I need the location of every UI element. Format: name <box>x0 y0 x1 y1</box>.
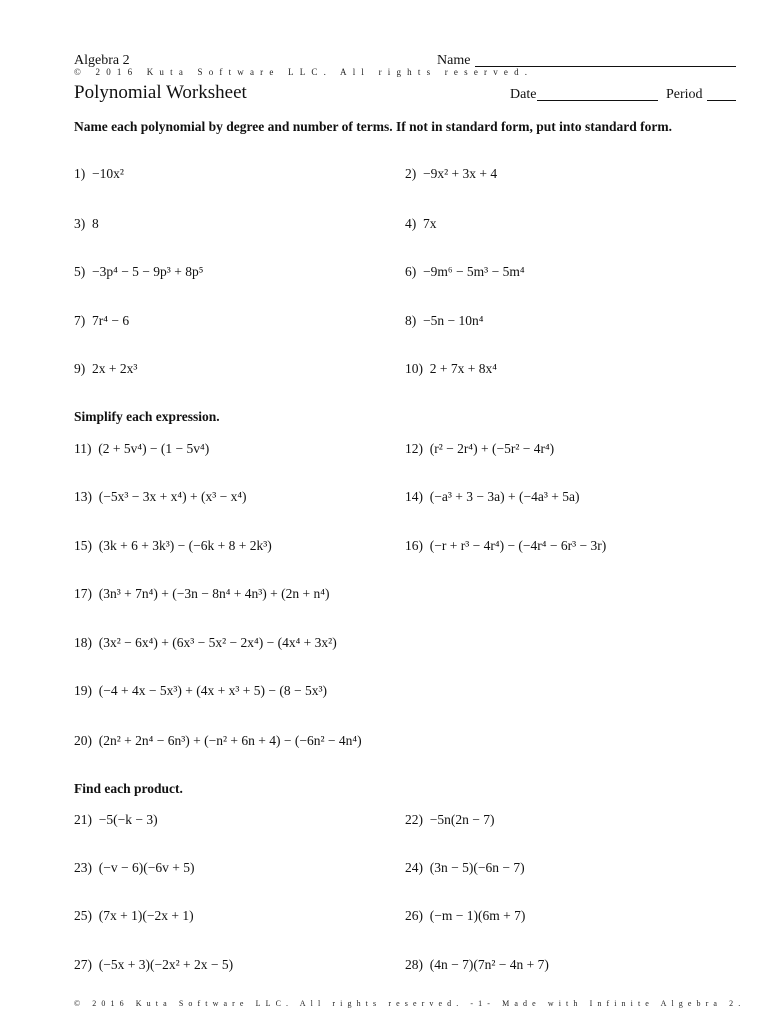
section-instructions: Simplify each expression. <box>74 409 220 424</box>
problem <box>405 216 437 232</box>
problem <box>74 313 129 329</box>
problem <box>74 441 209 457</box>
problem-number: 12) <box>405 441 423 456</box>
copyright-notice: © 2016 Kuta Software LLC. All rights reserved. <box>74 67 534 77</box>
problem-expression: (−r + r³ − 4r⁴) − (−4r⁴ − 6r³ − 3r) <box>429 538 607 553</box>
problem <box>74 635 337 651</box>
date-blank[interactable] <box>537 100 658 101</box>
problem-number: 23) <box>74 860 92 875</box>
problem-expression: −10x² <box>92 166 124 181</box>
problem-number: 6) <box>405 264 417 279</box>
problem-number: 10) <box>405 361 423 376</box>
name-blank[interactable] <box>475 66 736 67</box>
problem <box>405 957 549 973</box>
problem-number: 17) <box>74 586 92 601</box>
section-instructions: Find each product. <box>74 781 183 796</box>
problem <box>74 733 362 749</box>
problem-expression: (3k + 6 + 3k³) − (−6k + 8 + 2k³) <box>98 538 272 553</box>
problem-number: 25) <box>74 908 92 923</box>
problem-number: 4) <box>405 216 417 231</box>
problem-expression: 2x + 2x³ <box>92 361 138 376</box>
problem-number: 1) <box>74 166 86 181</box>
problem-expression: 7r⁴ − 6 <box>92 313 130 328</box>
problem-number: 9) <box>74 361 86 376</box>
problem-expression: (3n − 5)(−6n − 7) <box>429 860 525 875</box>
problem-expression: (−5x³ − 3x + x⁴) + (x³ − x⁴) <box>98 489 247 504</box>
problem <box>405 538 606 554</box>
problem <box>74 586 329 602</box>
problem-number: 19) <box>74 683 92 698</box>
problem-number: 28) <box>405 957 423 972</box>
problem-number: 15) <box>74 538 92 553</box>
problem-expression: (3n³ + 7n⁴) + (−3n − 8n⁴ + 4n³) + (2n + n⁴) <box>98 586 330 601</box>
course-name: Algebra 2 <box>74 53 130 68</box>
problem-number: 18) <box>74 635 92 650</box>
problem-expression: (7x + 1)(−2x + 1) <box>98 908 194 923</box>
problem <box>74 264 203 280</box>
problem-number: 24) <box>405 860 423 875</box>
period-blank[interactable] <box>707 100 736 101</box>
problem-expression: −5n − 10n⁴ <box>423 313 484 328</box>
problem-number: 26) <box>405 908 423 923</box>
problem <box>405 812 494 828</box>
problem <box>74 361 137 377</box>
problem <box>74 489 247 505</box>
problem-expression: (4n − 7)(7n² − 4n + 7) <box>429 957 549 972</box>
problem-expression: 7x <box>423 216 437 231</box>
problem <box>74 957 233 973</box>
problem-expression: (−v − 6)(−6v + 5) <box>98 860 195 875</box>
problem-number: 16) <box>405 538 423 553</box>
problem-number: 2) <box>405 166 417 181</box>
problem-number: 14) <box>405 489 423 504</box>
problem-expression: −9m⁶ − 5m³ − 5m⁴ <box>423 264 525 279</box>
problem-expression: (−m − 1)(6m + 7) <box>429 908 526 923</box>
problem <box>405 489 579 505</box>
problem <box>74 812 158 828</box>
problem <box>74 166 124 182</box>
problem <box>405 361 497 377</box>
problem <box>74 860 194 876</box>
problem-expression: (−a³ + 3 − 3a) + (−4a³ + 5a) <box>429 489 580 504</box>
date-label: Date <box>510 87 537 102</box>
problem-number: 8) <box>405 313 417 328</box>
problem <box>405 441 554 457</box>
problem-number: 3) <box>74 216 86 231</box>
problem <box>74 538 272 554</box>
problem-expression: (−5x + 3)(−2x² + 2x − 5) <box>98 957 234 972</box>
problem-number: 20) <box>74 733 92 748</box>
problem-number: 5) <box>74 264 86 279</box>
problem-number: 13) <box>74 489 92 504</box>
problem <box>405 264 525 280</box>
problem-expression: (3x² − 6x⁴) + (6x³ − 5x² − 2x⁴) − (4x⁴ + 3x²) <box>98 635 337 650</box>
problem-number: 21) <box>74 812 92 827</box>
problem-expression: 2 + 7x + 8x⁴ <box>429 361 497 376</box>
problem-number: 11) <box>74 441 92 456</box>
name-label: Name <box>437 53 471 68</box>
problem <box>405 313 483 329</box>
problem-expression: 8 <box>92 216 99 231</box>
period-label: Period <box>666 87 703 102</box>
problem-expression: −3p⁴ − 5 − 9p³ + 8p⁵ <box>92 264 204 279</box>
problem <box>74 908 194 924</box>
problem-expression: (r² − 2r⁴) + (−5r² − 4r⁴) <box>429 441 555 456</box>
problem-number: 22) <box>405 812 423 827</box>
problem-expression: −5n(2n − 7) <box>429 812 495 827</box>
problem <box>405 166 497 182</box>
problem-expression: (2n² + 2n⁴ − 6n³) + (−n² + 6n + 4) − (−6n² − 4n⁴) <box>98 733 362 748</box>
section-instructions: Name each polynomial by degree and number of terms. If not in standard form, put into standard form. <box>74 119 673 134</box>
problem-expression: −9x² + 3x + 4 <box>423 166 498 181</box>
problem <box>74 216 99 232</box>
page-footer: © 2016 Kuta Software LLC. All rights reserved. -1- Made with Infinite Algebra 2. <box>74 999 746 1008</box>
problem <box>405 860 525 876</box>
problem <box>405 908 525 924</box>
problem-number: 7) <box>74 313 86 328</box>
problem <box>74 683 327 699</box>
problem-expression: −5(−k − 3) <box>98 812 158 827</box>
problem-number: 27) <box>74 957 92 972</box>
worksheet-title: Polynomial Worksheet <box>74 82 247 103</box>
problem-expression: (2 + 5v⁴) − (1 − 5v⁴) <box>98 441 210 456</box>
problem-expression: (−4 + 4x − 5x³) + (4x + x³ + 5) − (8 − 5x³) <box>98 683 328 698</box>
